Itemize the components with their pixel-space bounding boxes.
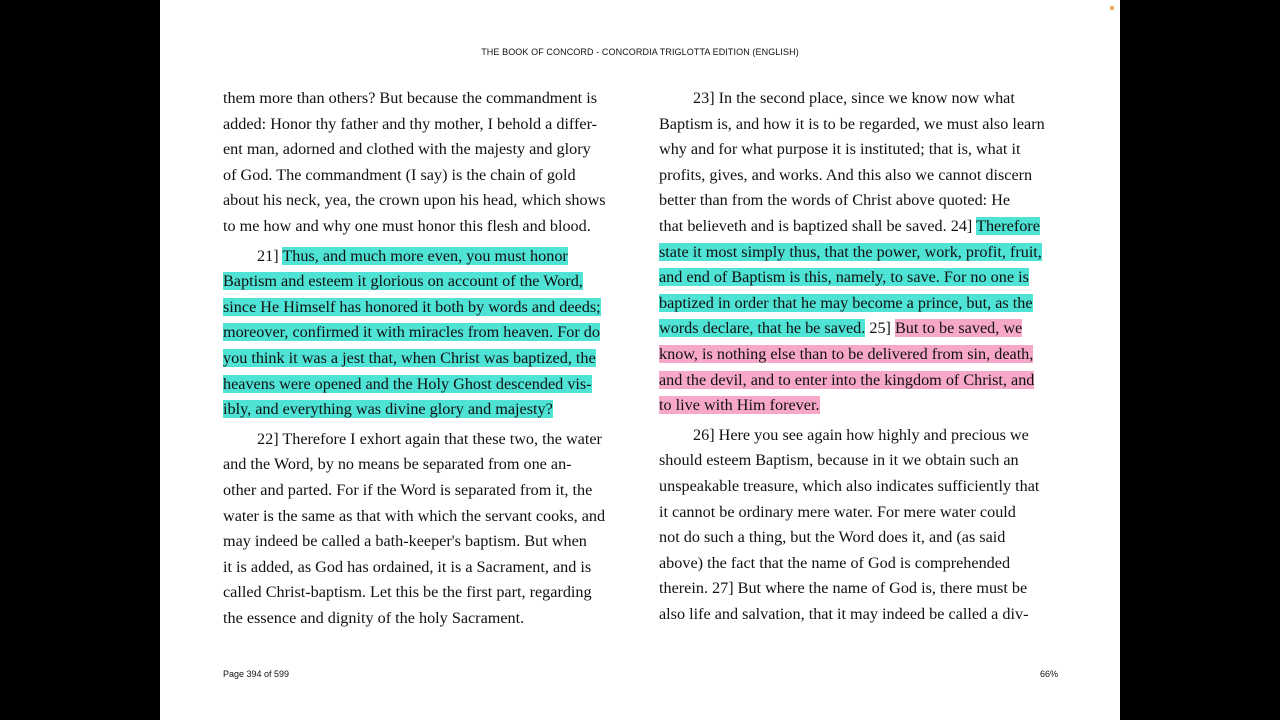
text-line: and the Word, by no means be separated from one an-	[223, 455, 572, 474]
text-line: should esteem Baptism, because in it we obtain such an	[659, 451, 1019, 470]
teal-highlight[interactable]: state it most simply thus, that the power, work, profit, fruit,	[659, 242, 1042, 261]
teal-highlight[interactable]: moreover, confirmed it with miracles from heaven. For do	[223, 323, 600, 342]
text-line: Baptism is, and how it is to be regarded, we must also learn	[659, 114, 1045, 133]
teal-highlight[interactable]: ibly, and everything was divine glory and majesty?	[223, 400, 553, 419]
teal-highlight[interactable]: and end of Baptism is this, namely, to save. For no one is	[659, 268, 1029, 287]
page-indicator: Page 394 of 599	[223, 669, 290, 679]
running-header: THE BOOK OF CONCORD - CONCORDIA TRIGLOTTA EDITION (ENGLISH)	[481, 47, 799, 57]
text-line: not do such a thing, but the Word does it, and (as said	[659, 528, 1006, 547]
text-line: also life and salvation, that it may indeed be called a div-	[659, 604, 1029, 623]
teal-highlight[interactable]: Thus, and much more even, you must honor	[282, 246, 568, 265]
text-line: other and parted. For if the Word is separated from it, the	[223, 480, 593, 499]
text-line: unspeakable treasure, which also indicates sufficiently that	[659, 476, 1040, 495]
paragraph	[223, 86, 623, 240]
text-line: profits, gives, and works. And this also we cannot discern	[659, 165, 1033, 184]
text-line	[223, 244, 623, 270]
text-line	[659, 316, 1059, 342]
pink-highlight[interactable]: to live with Him forever.	[659, 396, 820, 415]
text-line: above) the fact that the name of God is comprehended	[659, 553, 1011, 572]
text-line: water is the same as that with which the servant cooks, and	[223, 506, 606, 525]
teal-highlight[interactable]: baptized in order that he may become a prince, but, as the	[659, 293, 1033, 312]
teal-highlight[interactable]: words declare, that he be saved.	[659, 319, 866, 338]
progress-percent: 66%	[1039, 669, 1058, 679]
paragraph-number: 25]	[869, 319, 891, 338]
teal-highlight[interactable]: you think it was a jest that, when Christ was baptized, the	[223, 348, 596, 367]
text-line: 26] Here you see again how highly and precious we	[693, 425, 1029, 444]
paragraph	[659, 423, 1059, 628]
teal-highlight[interactable]: Therefore	[976, 216, 1040, 235]
teal-highlight[interactable]: heavens were opened and the Holy Ghost descended vis-	[223, 374, 592, 393]
text-line: it is added, as God has ordained, it is a Sacrament, and is	[223, 557, 592, 576]
text-line: called Christ-baptism. Let this be the first part, regarding	[223, 583, 592, 602]
text-line	[659, 214, 1059, 240]
pink-highlight[interactable]: know, is nothing else than to be delivered from sin, death,	[659, 344, 1034, 363]
text-line: about his neck, yea, the crown upon his head, which shows	[223, 191, 606, 210]
pink-highlight[interactable]: But to be saved, we	[894, 319, 1023, 338]
text-line: to me how and why one must honor this flesh and blood.	[223, 216, 591, 235]
paragraph-highlighted	[223, 244, 623, 423]
pink-highlight[interactable]: and the devil, and to enter into the kingdom of Christ, and	[659, 370, 1035, 389]
status-dot-icon	[1110, 6, 1114, 10]
paragraph-number: 21]	[257, 246, 279, 265]
text-line: better than from the words of Christ above quoted: He	[659, 191, 1011, 210]
text-line: them more than others? But because the commandment is	[223, 89, 598, 107]
text-line: the essence and dignity of the holy Sacrament.	[223, 608, 525, 627]
text-line: added: Honor thy father and thy mother, I behold a differ-	[223, 114, 598, 133]
book-page	[160, 0, 1120, 720]
text-line: therein. 27] But where the name of God is, there must be	[659, 579, 1028, 598]
paragraph-highlighted	[659, 86, 1059, 419]
left-text-column	[223, 86, 623, 635]
teal-highlight[interactable]: since He Himself has honored it both by words and deeds;	[223, 297, 601, 316]
text-line: of God. The commandment (I say) is the chain of gold	[223, 165, 576, 184]
text-line: why and for what purpose it is instituted; that is, what it	[659, 140, 1021, 159]
text-run: that believeth and is baptized shall be saved. 24]	[659, 216, 973, 235]
text-line: 23] In the second place, since we know now what	[693, 89, 1015, 107]
text-line: ent man, adorned and clothed with the majesty and glory	[223, 140, 591, 159]
teal-highlight[interactable]: Baptism and esteem it glorious on account of the Word,	[223, 272, 583, 291]
right-text-column	[659, 86, 1059, 631]
text-line: may indeed be called a bath-keeper's baptism. But when	[223, 532, 587, 551]
text-line: 22] Therefore I exhort again that these two, the water	[257, 429, 602, 448]
text-line: it cannot be ordinary mere water. For mere water could	[659, 502, 1016, 521]
paragraph	[223, 427, 623, 632]
